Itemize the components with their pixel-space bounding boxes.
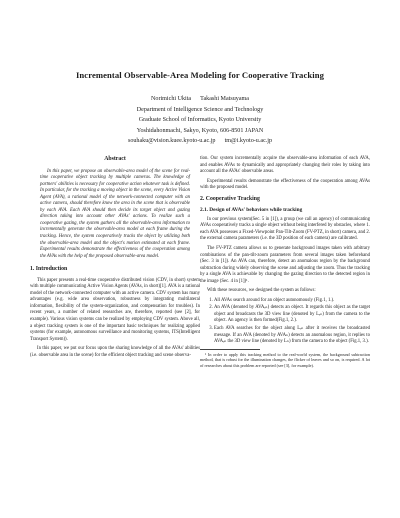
school: Graduate School of Informatics, Kyoto University [138,117,262,124]
paper-title: Incremental Observable-Area Modeling for Cooperative Tracking [75,70,325,80]
section-heading-introduction: 1. Introduction [30,266,68,273]
design-paragraph-2: The FV-PTZ camera allows us to generate background images taken with arbitrary combinations of the pan-tilt-zoom parameters from several images taken beforehand (Sec. 3 in [1]). An AVA can, therefore, detect an anomalous region by the background subtraction during widely observing the scene and adjusting the zoom. Thus the tracking by a single AVA is achievable by changing the gazing direction to the detected region in the image (Sec. 4 in [1])¹. [200,246,370,284]
intro-continued-paragraph: tion. Our system incrementally acquire the observable-area information of each AVA, and enables AVAs to dynamically and appropriately changing their roles by taking into account all the AVAs' observable areas. [200,156,370,175]
design-paragraph-1: In our previous system(Sec. 5 in [1]), a group (we call an agency) of communicating AVAs cooperatively tracks a single object without being interfered by obstacles, where 1. each AVA possesses a Fixed-Viewpoint Pan-Tilt-Zoom (FV-PTZ, in short) camera, and 2. the external camera parameters (i.e. the 3D position of each camera) are calibrated. [200,216,370,242]
results-paragraph: Experimental results demonstrate the effectiveness of the cooperation among AVAs with the proposed model. [200,178,370,191]
footnote-rule [200,349,260,350]
abstract-heading: Abstract [104,156,126,162]
author-block [40,94,360,147]
section-heading-cooperative-tracking: 2. Cooperative Tracking [200,195,260,202]
behavior-list [200,298,370,346]
footnote: ¹ In order to apply this tracking method to the real-world system, the background subtraction method, that is robust for the illumination changes, the flicker of leaves and so on, is required. A lot of researches about this problem are reported (see [3], for example). [200,351,370,368]
department: Department of Intelligence Science and Technology [136,106,264,113]
author-names: Norimichi Ukita Takashi Matsuyama [151,96,249,102]
abstract-text: In this paper, we propose an observable-area model of the scene for real-time cooperative object tracking by multiple cameras. The knowledge of partners' abilities is necessary for cooperative action whatever task is defined. In particular, for the tracking a moving object in the scene, every Active Vision Agent (AVA), a rational model of the network-connected computer with an active camera, should therefore know the area in the scene that is observable by each AVA. Each AVA should then decide its target object and gazing direction taking into account other AVAs' actions. To realize such a cooperative gazing, the system gathers all the observable-area information to incrementally generate the observable-area model at each frame during the tracking. Hence, the system cooperatively tracks the object by utilizing both the observable-area model and the object's motion estimated at each frame. Experimental results demonstrate the effectiveness of the cooperation among the AVAs with the help of the proposed observable-area model. [40,168,190,259]
left-column [30,156,200,362]
intro-paragraph-1: This paper presents a real-time cooperative distributed vision (CDV, in short) system with multiple communicating Active Vision Agents (AVAs, in short)[1]. AVA is a rational model of the network-connected computer with an active camera. CDV system has many advantages (e.g. wide area observation, robustness by integrating multilateral information, flexibility of the system-organization, and compensation for troubles). In recent years, a number of related researches are, therefore, reported (see [2], for example). Various vision systems can be realized by employing CDV system. Above all, a object tracking system is one of the important basic techniques for realizing applied systems (for example, autonomous surveillance and monitoring systems, ITS(Intelligent Transport System)). [30,277,200,342]
right-column [200,156,370,371]
list-item: 2. An AVA (denoted by AVAₑₙ) detects an object. It regards this object as the target object and broadcasts the 3D view line (denoted by Lₑₙ) from the camera to the object. An agency is then formed(Fig.1, 2.). [214,305,370,325]
address: Yoshidahonmachi, Sakyo, Kyoto, 606-8501 JAPAN [136,127,264,134]
design-paragraph-3: With these resources, we designed the system as follows: [207,288,316,294]
list-item: 1. All AVAs search around for an object autonomously (Fig.1, 1.). [214,298,370,305]
subsection-heading-design: 2.1. Design of AVAs' behaviors while tracking [200,207,303,214]
list-item: 3. Each AVA searches for the object along Lₑₙ after it receives the broadcasted message. If an AVA (denoted by AVAₙ) detects an anomalous region, it replies to AVAₑₙ the 3D view line (denoted by Lₙ) from the camera to the object (Fig.1, 3.). [214,326,370,346]
emails: souhaku@vision.kuee.kyoto-u.ac.jp tm@i.kyoto-u.ac.jp [127,138,273,145]
intro-paragraph-2: In this paper, we put our focus upon the sharing knowledge of all the AVAs' abilities (i.e. observable area in the scene) for the efficient object tracking and scene observa- [30,346,200,358]
